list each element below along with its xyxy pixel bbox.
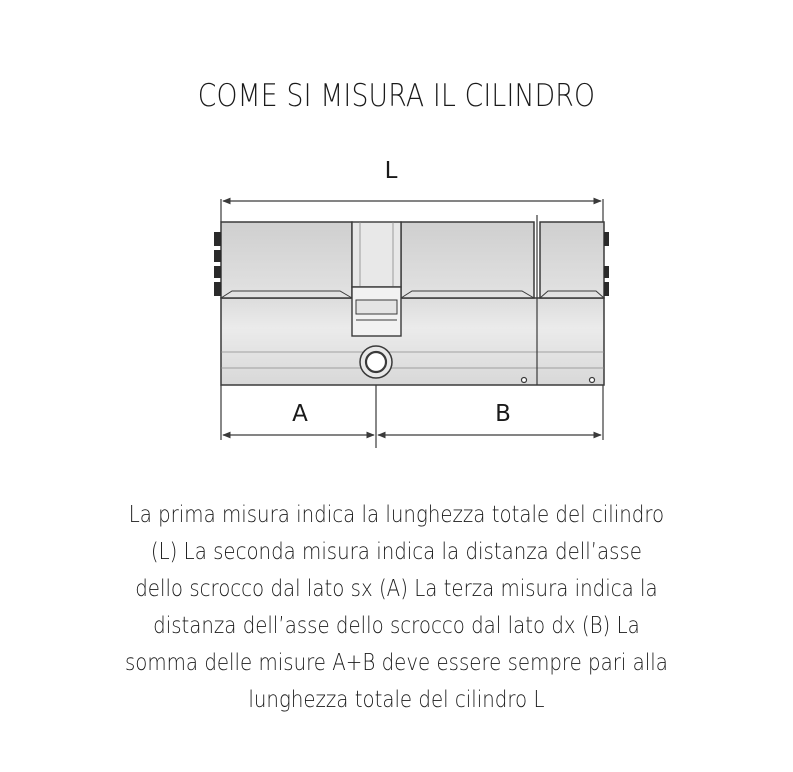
description-text: La prima misura indica la lunghezza totale del cilindro (L) La seconda misura indica la distanza dell’asse dello scrocco dal lato sx (A) La terza misura indica la distanza dell’asse dello scrocco dal lato dx (B) La somma delle misure A+B deve essere sempre pari alla lunghezza totale del cilindro L <box>124 502 668 713</box>
label-a: A <box>292 401 308 427</box>
label-b: B <box>495 401 511 427</box>
cylinder-body <box>214 215 609 385</box>
page-title: COME SI MISURA IL CILINDRO <box>197 78 596 114</box>
dimension-l <box>221 158 603 222</box>
dimension-a-b <box>221 385 603 448</box>
label-l: L <box>384 158 398 184</box>
